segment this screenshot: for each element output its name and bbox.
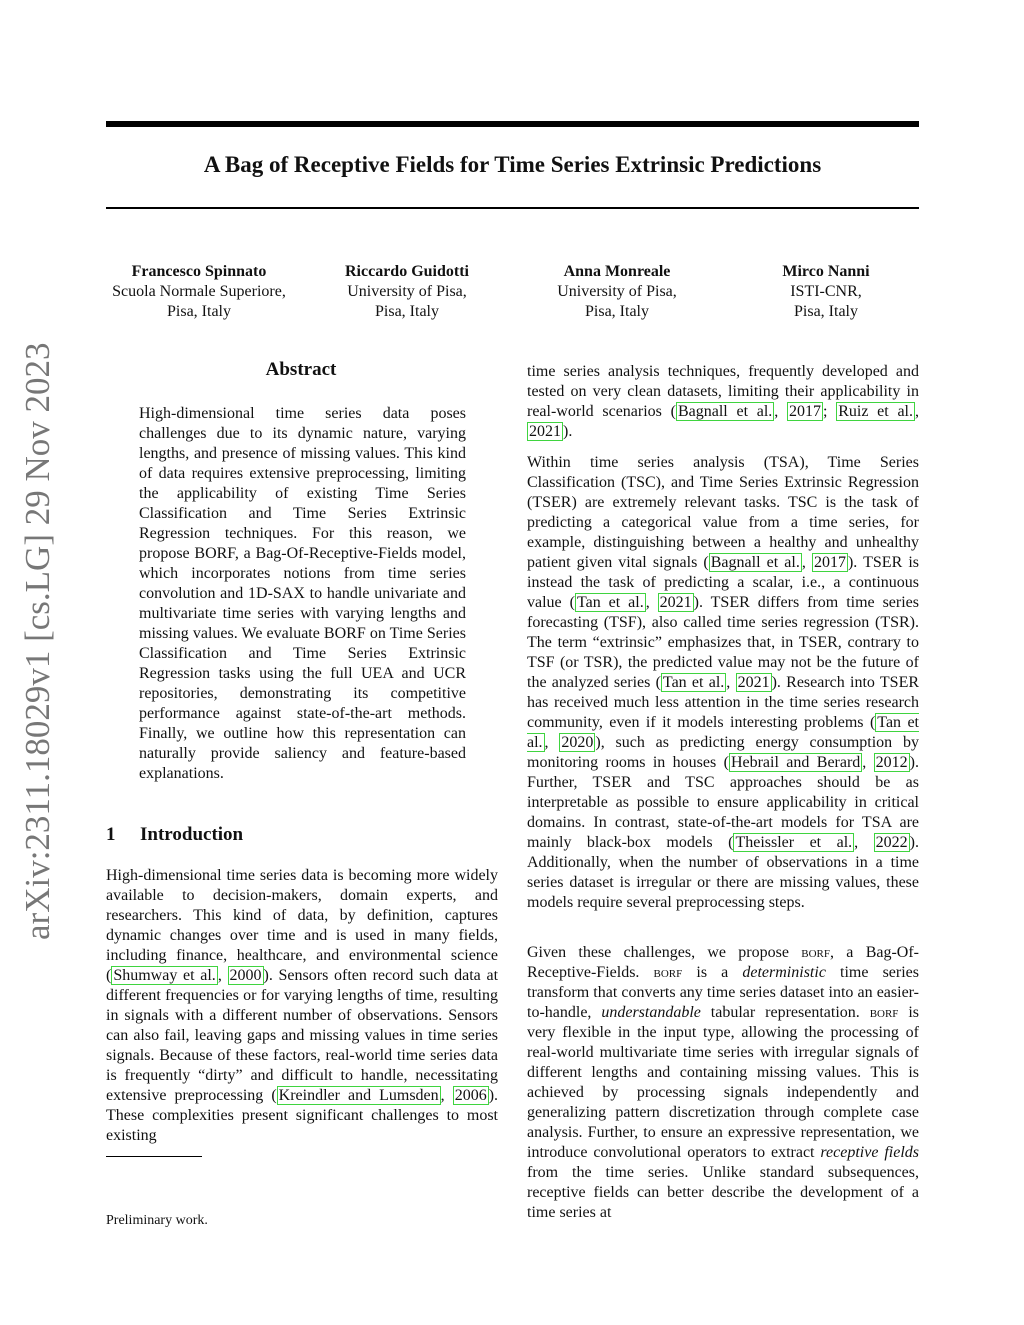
author-affiliation: University of Pisa, (557, 283, 677, 300)
citation-link[interactable]: Tan et al. (576, 594, 644, 611)
emphasis-understandable: understandable (601, 1004, 701, 1021)
citation-year-link[interactable]: 2021 (737, 674, 770, 691)
citation-link[interactable]: Shumway et al. (113, 967, 216, 984)
right-paragraph-continued: time series analysis techniques, frequently developed and tested on very clean datasets, limiting their applicability in real-world scenarios ( Bagnall et al. , 2017 ; Ruiz et al. , 2021 ). (527, 363, 919, 440)
citation-year-link[interactable]: 2021 (659, 594, 692, 611)
author-block (512, 262, 722, 322)
citation-year-link[interactable]: 2012 (875, 754, 908, 771)
citation-year-link[interactable]: 2006 (454, 1087, 487, 1104)
section-title: Introduction (140, 824, 244, 845)
footnote: Preliminary work. (106, 1213, 208, 1228)
arxiv-identifier: arXiv:2311.18029v1 [cs.LG] 29 Nov 2023 (18, 342, 57, 940)
title-top-rule (106, 121, 919, 127)
citation-year-link[interactable]: 2017 (789, 403, 822, 420)
citation-link[interactable]: Kreindler and Lumsden (278, 1087, 439, 1104)
citation-link[interactable]: Bagnall et al. (710, 554, 800, 571)
author-name: Riccardo Guidotti (345, 263, 469, 280)
citation-year-link[interactable]: 2000 (229, 967, 262, 984)
borf-name: borf (801, 944, 831, 961)
emphasis-receptive-fields: receptive fields (820, 1144, 919, 1161)
title-bottom-rule (106, 207, 919, 209)
borf-name: borf (869, 1004, 899, 1021)
borf-paragraph: Given these challenges, we propose borf, a Bag-Of-Receptive-Fields. borf is a deterministic time series transform that converts any time series dataset into an easier-to-handle, understandable tabular representation. borf is very flexible in the input type, allowing the processing of real-world multivariate time series with irregular signals of different lengths and containing missing values. This is achieved by processing signals independently and generalizing pattern discretization through complete case analysis. Further, to ensure an expressive representation, we introduce convolutional operators to extract receptive fields from the time series. Unlike standard subsequences, receptive fields can better describe the development of a time series at (527, 944, 920, 1221)
citation-link[interactable]: Tan et al. (527, 714, 920, 751)
author-block (94, 262, 304, 322)
borf-name: borf (653, 964, 683, 981)
tsa-paragraph: Within time series analysis (TSA), Time Series Classification (TSC), and Time Series Extrinsic Regression (TSER) are extremely relevant tasks. TSC is the task of predicting a categorical value from a time series, for example, distinguishing between a healthy and unhealthy patient given vital signals ( Bagnall et al. , 2017 ). TSER is instead the task of predicting a scalar, i.e., a continuous value ( Tan et al. , 2021 ). TSER differs from time series forecasting (TSF), also called time series regression (TSR). The term “extrinsic” emphasizes that, in TSER, contrary to TSF (or TSR), the predicted value may not be the future of the analyzed series ( Tan et al. , 2021 ). Research into TSER has received much less attention in the time series research community, even if it models interesting problems ( Tan et al. , 2020 ), such as predicting energy consumption by monitoring rooms in houses ( Hebrail and Berard , 2012 ). Further, TSER and TSC approaches should be as interpretable as possible to ensure applicability in critical domains. In contrast, state-of-the-art models for TSA are mainly black-box models ( Theissler et al. , 2022 ). Additionally, when the number of observations in a time series dataset is irregular or there are missing values, these models require several preprocessing steps. (527, 454, 920, 911)
intro-paragraph: High-dimensional time series data is becoming more widely available to decision-makers, domain experts, and researchers. This kind of data, by definition, captures dynamic changes over time and is used in many fields, including finance, healthcare, and environmental science ( Shumway et al. , 2000 ). Sensors often record such data at different frequencies or for varying lengths of time, resulting in signals with a different number of observations. Sensors can also fail, leaving gaps and missing values in time series signals. Because of these factors, real-world time series data is frequently “dirty” and difficult to handle, necessitating extensive preprocessing ( Kreindler and Lumsden , 2006 ). These complexities present significant challenges to most existing (106, 867, 499, 1144)
author-block (302, 262, 512, 322)
citation-year-link[interactable]: 2022 (875, 834, 908, 851)
citation-link[interactable]: Theissler et al. (735, 834, 853, 851)
citation-link[interactable]: Ruiz et al. (838, 403, 913, 420)
section-heading (106, 824, 243, 846)
author-affiliation: ISTI-CNR, (790, 283, 862, 300)
citation-year-link[interactable]: 2017 (813, 554, 846, 571)
author-affiliation: University of Pisa, (347, 283, 467, 300)
citation-link[interactable]: Bagnall et al. (677, 403, 773, 420)
author-name: Anna Monreale (563, 263, 671, 280)
paper-title: A Bag of Receptive Fields for Time Series Extrinsic Predictions (203, 152, 822, 177)
author-affiliation: Scuola Normale Superiore, (112, 283, 286, 300)
author-location: Pisa, Italy (375, 303, 439, 320)
author-location: Pisa, Italy (794, 303, 858, 320)
footnote-rule (106, 1156, 202, 1157)
section-number: 1 (106, 824, 116, 845)
author-block (721, 262, 931, 322)
emphasis-deterministic: deterministic (742, 964, 826, 981)
author-name: Francesco Spinnato (131, 263, 267, 280)
citation-link[interactable]: Tan et al. (662, 674, 725, 691)
author-name: Mirco Nanni (782, 263, 870, 280)
abstract-heading: Abstract (265, 359, 337, 380)
citation-year-link[interactable]: 2021 (529, 423, 561, 440)
citation-link[interactable]: Hebrail and Berard (730, 754, 861, 771)
citation-year-link[interactable]: 2020 (561, 734, 594, 751)
author-location: Pisa, Italy (167, 303, 231, 320)
abstract-text: High-dimensional time series data poses challenges due to its dynamic nature, varying lengths, and presence of missing values. This kind of data requires extensive preprocessing, limiting the applicability of existing Time Series Classification and Time Series Extrinsic Regression techniques. For this reason, we propose BORF, a Bag-Of-Receptive-Fields model, which incorporates notions from time series convolution and 1D-SAX to handle univariate and multivariate time series with varying lengths and missing values. We evaluate BORF on Time Series Classification and Time Series Extrinsic Regression tasks using the full UEA and UCR repositories, demonstrating its competitive performance against state-of-the-art methods. Finally, we outline how this representation can naturally provide saliency and feature-based explanations. (139, 405, 466, 782)
author-location: Pisa, Italy (585, 303, 649, 320)
